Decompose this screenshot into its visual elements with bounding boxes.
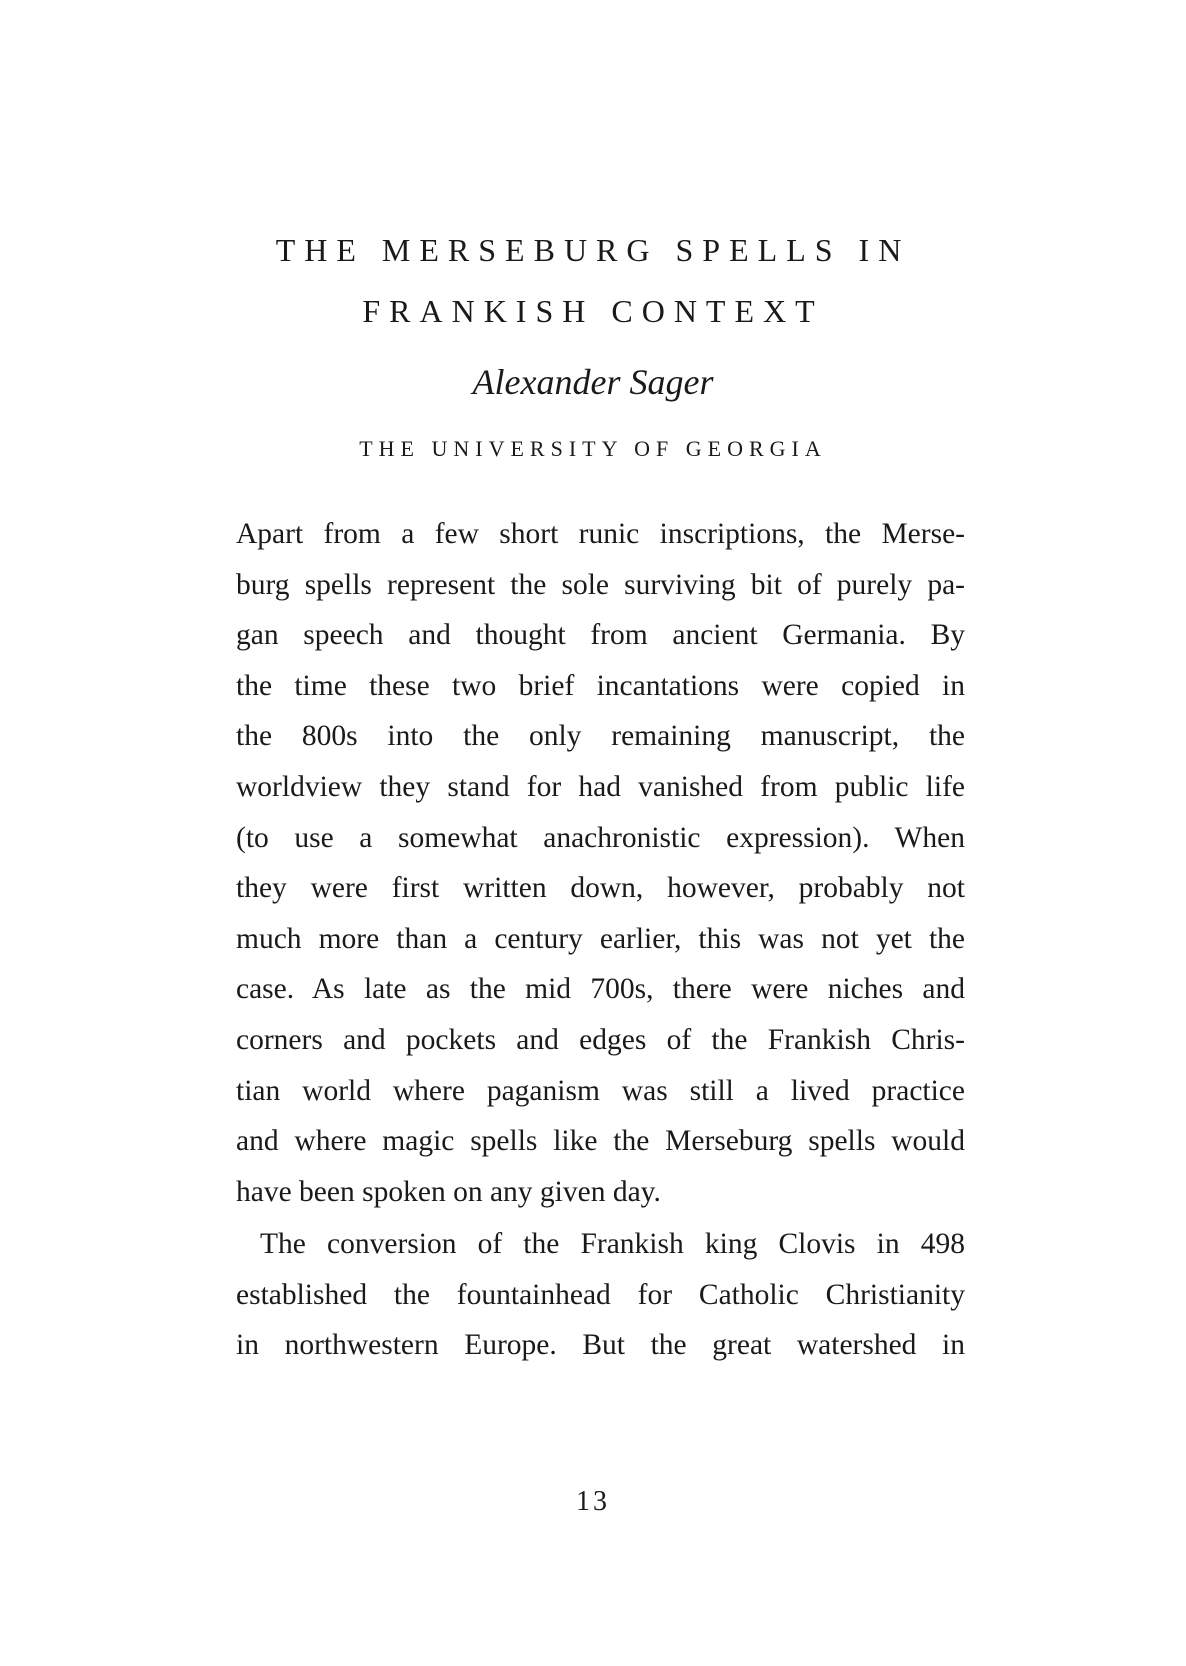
text-line: Apart from a few short runic inscriptions, the Merse- — [236, 518, 965, 550]
text-line: The conversion of the Frankish king Clovis in 498 — [260, 1228, 965, 1260]
text-line: have been spoken on any given day. — [236, 1175, 661, 1208]
article-title-line-2: FRANKISH CONTEXT — [362, 293, 824, 329]
text-line: tian world where paganism was still a lived practice — [236, 1074, 965, 1107]
text-line: corners and pockets and edges of the Frankish Chris- — [236, 1023, 965, 1056]
text-line: established the fountainhead for Catholic Christianity — [236, 1278, 965, 1311]
text-line: the time these two brief incantations were copied in — [236, 669, 965, 702]
text-line: the 800s into the only remaining manuscript, the — [236, 720, 965, 753]
text-line: (to use a somewhat anachronistic expression). When — [236, 821, 965, 854]
text-line: worldview they stand for had vanished from public life — [236, 770, 965, 803]
text-line: and where magic spells like the Merseburg spells would — [236, 1125, 965, 1158]
text-line: much more than a century earlier, this was not yet the — [236, 922, 965, 955]
paragraph-2 — [236, 1219, 965, 1371]
paragraph-1 — [236, 509, 965, 1217]
text-line: they were first written down, however, probably not — [236, 872, 965, 905]
text-line: case. As late as the mid 700s, there were niches and — [236, 973, 965, 1006]
article-title-line-1: THE MERSEBURG SPELLS IN — [275, 232, 911, 268]
author-affiliation: THE UNIVERSITY OF GEORGIA — [359, 436, 827, 461]
page-number: 13 — [576, 1486, 610, 1517]
text-line: gan speech and thought from ancient Germania. By — [236, 619, 965, 652]
text-line: burg spells represent the sole surviving bit of purely pa- — [236, 568, 965, 601]
text-line: in northwestern Europe. But the great watershed in — [236, 1329, 965, 1362]
author-name: Alexander Sager — [472, 362, 714, 402]
